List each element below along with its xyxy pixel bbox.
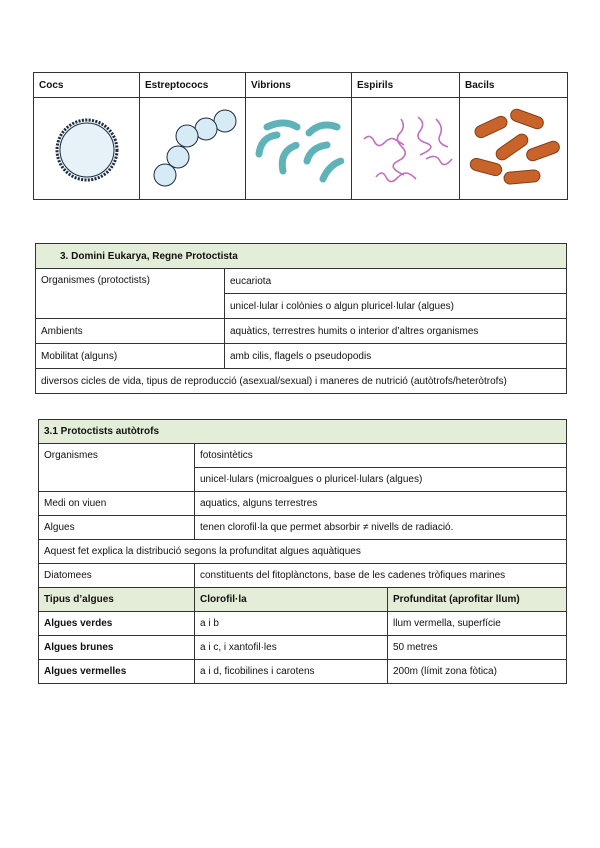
spirillum-cell: [352, 98, 460, 200]
header-cocs: Cocs: [34, 73, 140, 98]
spirillum-illustration: [356, 99, 456, 199]
environments-label: Ambients: [36, 319, 225, 344]
protoctista-domain-table: [35, 243, 567, 394]
streptococcus-cell: [140, 98, 246, 200]
medium-value: aquatics, alguns terrestres: [195, 492, 567, 516]
vibrio-cell: [246, 98, 352, 200]
algae-value: tenen clorofil·la que permet absorbir ≠ nivells de radiació.: [195, 516, 567, 540]
diatoms-label: Diatomees: [39, 564, 195, 588]
depth-green: llum vermella, superfície: [388, 612, 567, 636]
bacillus-cell: [460, 98, 568, 200]
coccus-cell: [34, 98, 140, 200]
mobility-value: amb cilis, flagels o pseudopodis: [225, 344, 567, 369]
streptococcus-illustration: [143, 99, 243, 199]
domain-title: 3. Domini Eukarya, Regne Protoctista: [36, 244, 567, 269]
chlorophyll-brown: a i c, i xantofil·les: [195, 636, 388, 660]
auto-organisms-value-1: fotosintètics: [195, 444, 567, 468]
environments-value: aquàtics, terrestres humits o interior d’altres organismes: [225, 319, 567, 344]
header-espirils: Espirils: [352, 73, 460, 98]
header-vibrions: Vibrions: [246, 73, 352, 98]
column-header-depth: Profunditat (aprofitar llum): [388, 588, 567, 612]
algae-type-green: Algues verdes: [39, 612, 195, 636]
organisms-label: Organismes (protoctists): [36, 269, 225, 319]
table-row: [39, 660, 567, 684]
autotroph-title: 3.1 Protoctists autòtrofs: [39, 420, 567, 444]
organisms-value-2: unicel·lular i colònies o algun pluricel·lular (algues): [225, 294, 567, 319]
vibrio-illustration: [249, 99, 349, 199]
domain-note: diversos cicles de vida, tipus de reproducció (asexual/sexual) i maneres de nutrició (autòtrofs/heteròtrofs): [36, 369, 567, 394]
autotroph-protoctists-table: [38, 419, 567, 684]
diatoms-value: constituents del fitoplànctons, base de les cadenes tròfiques marines: [195, 564, 567, 588]
header-bacils: Bacils: [460, 73, 568, 98]
medium-label: Medi on viuen: [39, 492, 195, 516]
bacteria-shapes-table: [33, 72, 568, 200]
auto-organisms-label: Organismes: [39, 444, 195, 492]
depth-brown: 50 metres: [388, 636, 567, 660]
algae-type-brown: Algues brunes: [39, 636, 195, 660]
auto-organisms-value-2: unicel·lulars (microalgues o pluricel·lulars (algues): [195, 468, 567, 492]
organisms-value-1: eucariota: [225, 269, 567, 294]
column-header-algae-type: Tipus d’algues: [39, 588, 195, 612]
algae-label: Algues: [39, 516, 195, 540]
table-row: [39, 636, 567, 660]
chlorophyll-red: a i d, ficobilines i carotens: [195, 660, 388, 684]
bacillus-illustration: [464, 99, 564, 199]
coccus-illustration: [37, 99, 137, 199]
table-row: [39, 612, 567, 636]
depth-red: 200m (límit zona fòtica): [388, 660, 567, 684]
algae-type-red: Algues vermelles: [39, 660, 195, 684]
column-header-chlorophyll: Clorofil·la: [195, 588, 388, 612]
distribution-note: Aquest fet explica la distribució segons la profunditat algues aquàtiques: [39, 540, 567, 564]
chlorophyll-green: a i b: [195, 612, 388, 636]
mobility-label: Mobilitat (alguns): [36, 344, 225, 369]
header-estreptococs: Estreptococs: [140, 73, 246, 98]
